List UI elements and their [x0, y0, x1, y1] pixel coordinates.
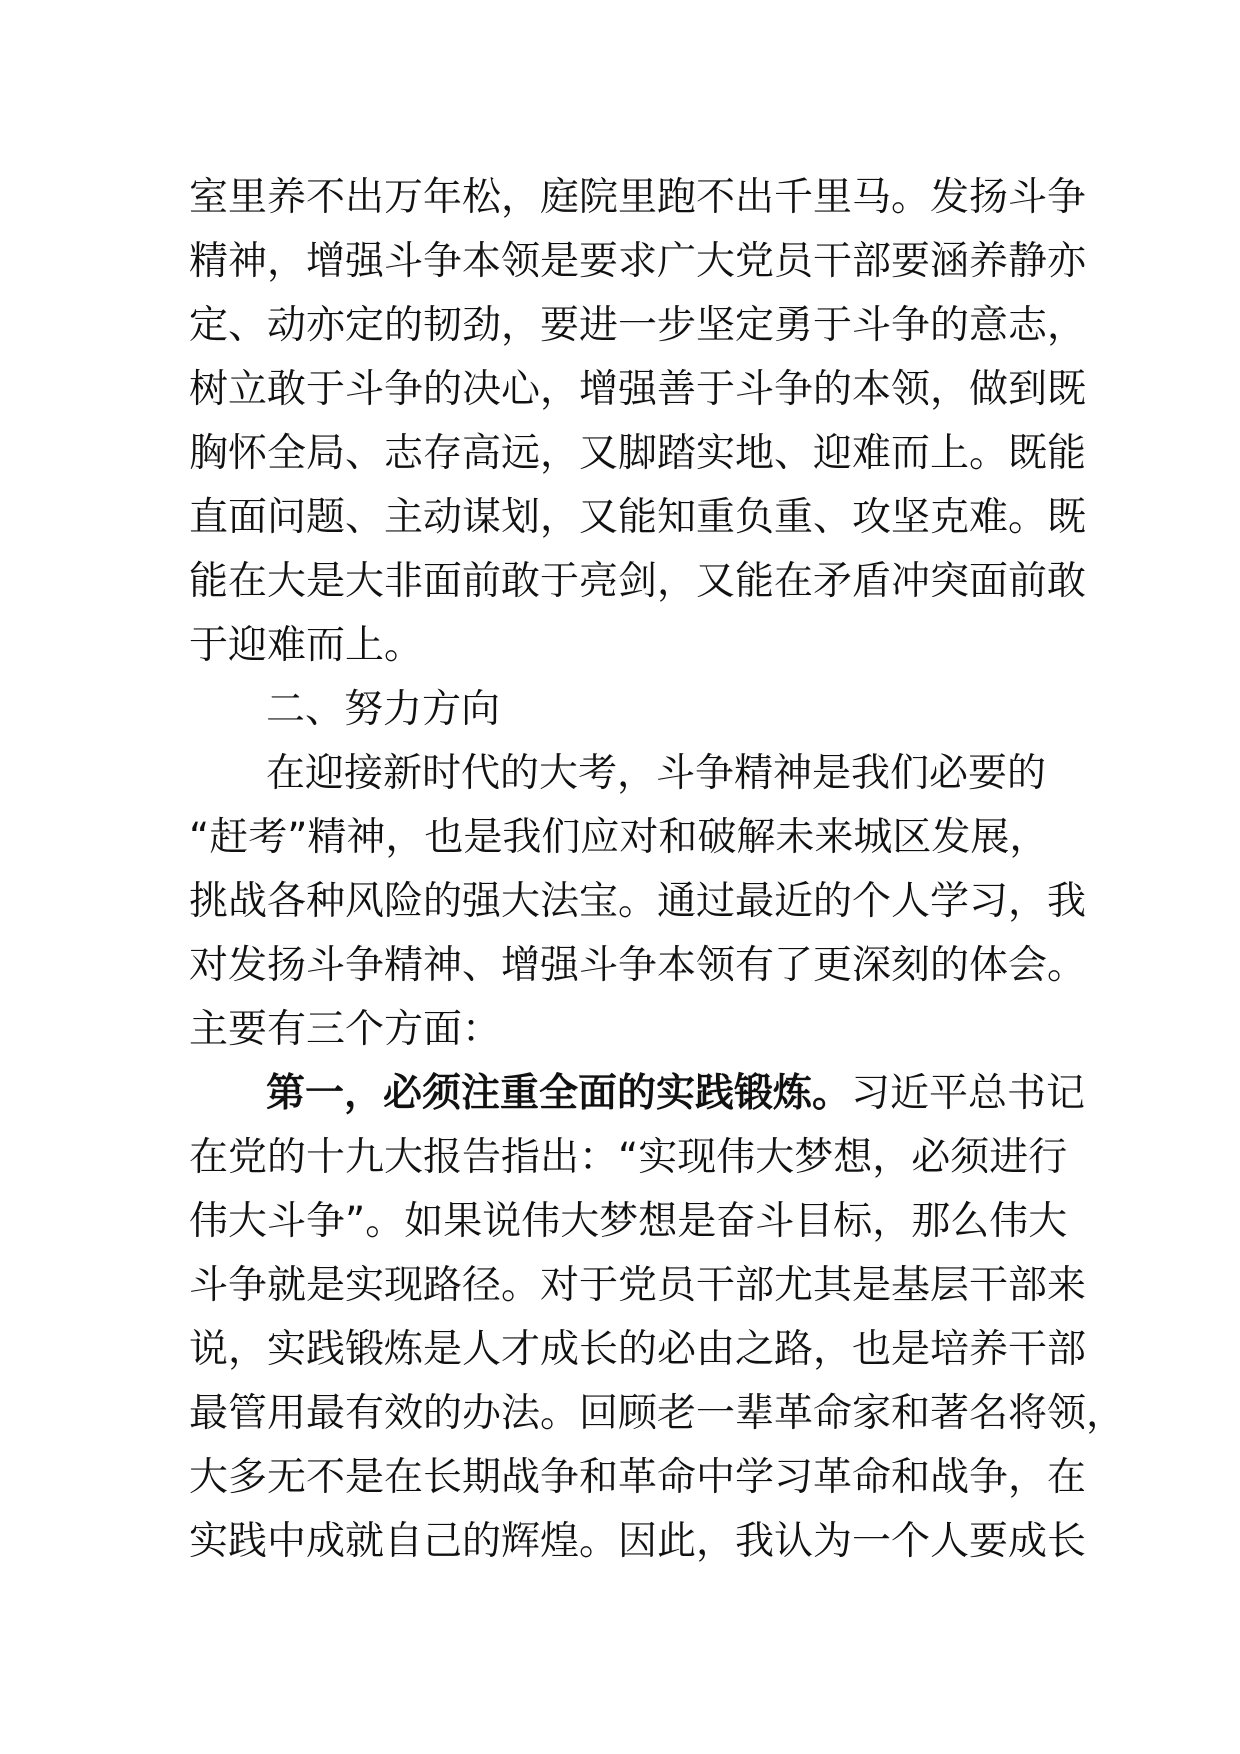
text-line: 于迎难而上。 [189, 623, 424, 668]
text-line: “赶考”精神，也是我们应对和破解未来城区发展， [189, 815, 1049, 860]
text-line: 大多无不是在长期战争和革命中学习革命和战争，在 [189, 1455, 1087, 1500]
text-line: 定、动亦定的韧劲，要进一步坚定勇于斗争的意志， [189, 303, 1087, 348]
text-line: 斗争就是实现路径。对于党员干部尤其是基层干部来 [189, 1263, 1087, 1308]
text-line: 挑战各种风险的强大法宝。通过最近的个人学习，我 [189, 879, 1087, 924]
text-line: 对发扬斗争精神、增强斗争本领有了更深刻的体会。 [189, 943, 1087, 988]
text-line: 室里养不出万年松，庭院里跑不出千里马。发扬斗争 [189, 175, 1087, 220]
section-heading: 二、努力方向 [266, 687, 501, 732]
text-line: 说，实践锻炼是人才成长的必由之路，也是培养干部 [189, 1327, 1087, 1372]
text-line: 直面问题、主动谋划，又能知重负重、攻坚克难。既 [189, 495, 1087, 540]
text-line [189, 1062, 1089, 1126]
document-body [189, 166, 1126, 1574]
text-line: 最管用最有效的办法。回顾老一辈革命家和著名将领， [189, 1391, 1126, 1436]
text-line: 树立敢于斗争的决心，增强善于斗争的本领，做到既 [189, 367, 1087, 412]
text-line: 主要有三个方面： [189, 1007, 502, 1052]
text-line: 实践中成就自己的辉煌。因此，我认为一个人要成长 [189, 1519, 1087, 1564]
text-line: 在迎接新时代的大考，斗争精神是我们必要的 [266, 751, 1047, 796]
text-line: 能在大是大非面前敢于亮剑，又能在矛盾冲突面前敢 [189, 559, 1087, 604]
text-line: 在党的十九大报告指出：“实现伟大梦想，必须进行 [189, 1135, 1068, 1180]
text-line: 伟大斗争”。如果说伟大梦想是奋斗目标，那么伟大 [189, 1199, 1068, 1244]
text-line: 精神，增强斗争本领是要求广大党员干部要涵养静亦 [189, 239, 1087, 284]
text-line: 胸怀全局、志存高远，又脚踏实地、迎难而上。既能 [189, 431, 1087, 476]
bold-lead: 第一，必须注重全面的实践锻炼。 [266, 1071, 852, 1116]
bold-lead-continuation: 习近平总书记 [851, 1071, 1086, 1116]
